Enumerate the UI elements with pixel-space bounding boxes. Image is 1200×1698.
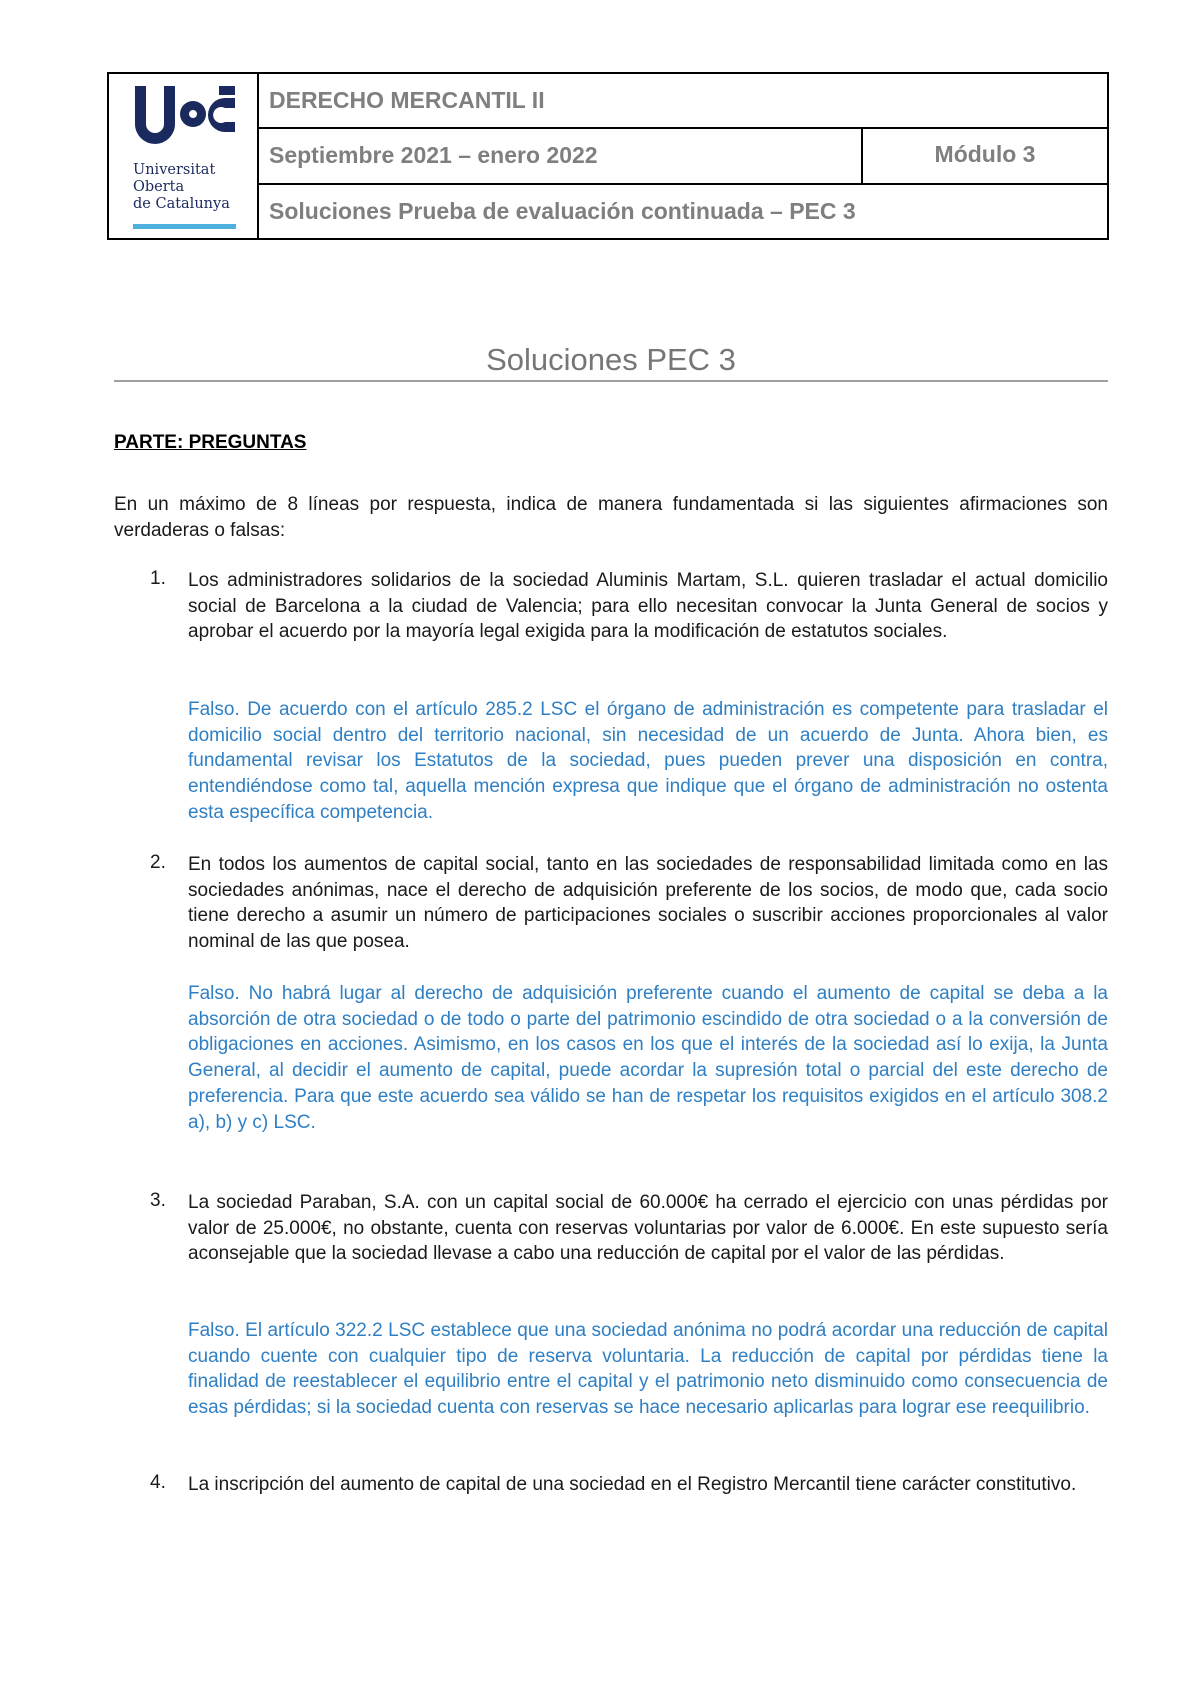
question-number: 4. [150, 1472, 166, 1493]
doc-type: Soluciones Prueba de evaluación continuada – PEC 3 [269, 197, 856, 224]
question-number: 1. [150, 568, 166, 589]
question-number: 2. [150, 852, 166, 873]
question-number: 3. [150, 1190, 166, 1211]
period-row [259, 129, 1107, 184]
title-divider [114, 380, 1108, 382]
answer-text: Falso. El artículo 322.2 LSC establece que una sociedad anónima no podrá acordar una reducción de capital cuando cuente con cualquier tipo de reserva voluntaria. La reducción de capital por pérdidas tiene la finalidad de reestablecer el equilibrio entre el capital y el patrimonio neto disminuido como consecuencia de esas pérdidas; si la sociedad cuenta con reservas se hace necesario aplicarlas para lograr ese reequilibrio. [188, 1320, 1108, 1419]
answer-text: Falso. De acuerdo con el artículo 285.2 LSC el órgano de administración es competente para trasladar el domicilio social dentro del territorio nacional, sin necesidad de un acuerdo de Junta. Ahora bien, es fundamental revisar los Estatutos de la sociedad, pues pueden prever una disposición en contra, entendiéndose como tal, aquella mención expresa que indique que el órgano de administración no ostenta esta específica competencia. [188, 699, 1108, 823]
answer-text: Falso. No habrá lugar al derecho de adquisición preferente cuando el aumento de capital se deba a la absorción de otra sociedad o de todo o parte del patrimonio escindido de otra sociedad o a la conversión de obligaciones en acciones. Asimismo, en los casos en los que el interés de la sociedad así lo exija, la Junta General, al decidir el aumento de capital, puede acordar la supresión total o parcial del este derecho de preferencia. Para que este acuerdo sea válido se han de respetar los requisitos exigidos en el artículo 308.2 a), b) y c) LSC. [188, 983, 1108, 1133]
question-statement: En todos los aumentos de capital social, tanto en las sociedades de responsabilidad limitada como en las sociedades anónimas, nace el derecho de adquisición preferente de los socios, de modo que, cada socio tiene derecho a asumir un número de participaciones sociales o suscribir acciones proporcionales al valor nominal de las que posea. [188, 854, 1108, 953]
module-label: Módulo 3 [934, 141, 1036, 168]
uoc-letters-logo [133, 84, 237, 146]
question-statement: Los administradores solidarios de la sociedad Aluminis Martam, S.L. quieren trasladar el actual domicilio social de Barcelona a la ciudad de Valencia; para ello necesitan convocar la Junta General de socios y aprobar el acuerdo por la mayoría legal exigida para la modificación de estatutos sociales. [188, 570, 1108, 643]
section-heading: PARTE: PREGUNTAS [114, 432, 307, 453]
course-period: Septiembre 2021 – enero 2022 [259, 129, 863, 182]
page-title: Soluciones PEC 3 [486, 342, 736, 377]
intro-paragraph: En un máximo de 8 líneas por respuesta, indica de manera fundamentada si las siguientes afirmaciones son verdaderas o falsas: [114, 494, 1108, 541]
uoc-logo-text: Universitat Oberta de Catalunya [133, 162, 230, 212]
header-table [107, 72, 1109, 240]
uoc-logo-bar [133, 224, 236, 229]
question-statement: La inscripción del aumento de capital de una sociedad en el Registro Mercantil tiene carácter constitutivo. [188, 1474, 1077, 1495]
course-name-row [259, 74, 1107, 129]
question-statement: La sociedad Paraban, S.A. con un capital social de 60.000€ ha cerrado el ejercicio con unas pérdidas por valor de 25.000€, no obstante, cuenta con reservas voluntarias por valor de 6.000€. En este supuesto sería aconsejable que la sociedad llevase a cabo una reducción de capital por el valor de las pérdidas. [188, 1192, 1108, 1265]
course-name: DERECHO MERCANTIL II [269, 87, 545, 114]
uoc-logo [109, 74, 259, 238]
doc-type-row [259, 185, 1107, 238]
